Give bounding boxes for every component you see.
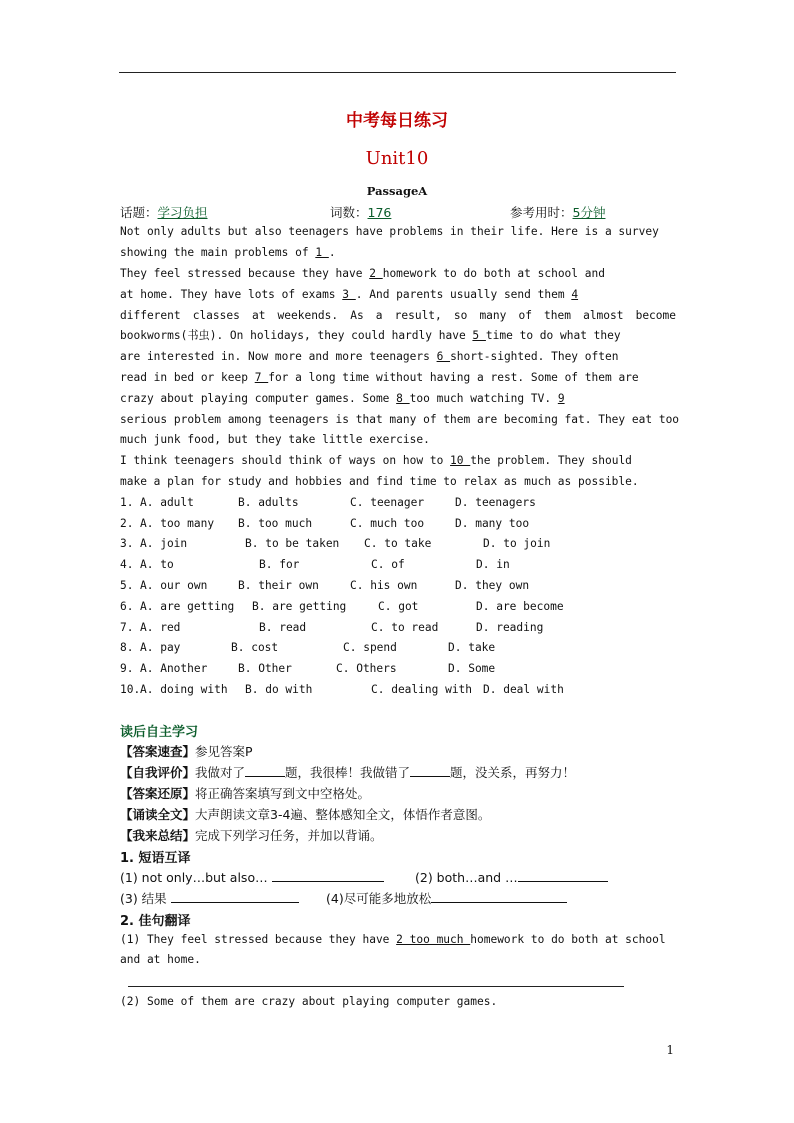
phrase-item: (1) not only…but also…	[120, 869, 384, 885]
phrase-item: (3) 结果	[120, 889, 299, 907]
answer-check-row: 【答案速查】参见答案P	[120, 744, 253, 759]
passage-title: PassageA	[366, 184, 428, 198]
page-number: 1	[666, 1043, 674, 1057]
phrase-section-title: 1. 短语互译	[120, 851, 191, 866]
passage-line: bookworms(书虫). On holidays, they could hardly have 5 time to do what they	[120, 329, 621, 342]
blank-4: 4	[571, 288, 579, 301]
phrase-item: (2) both…and …	[415, 869, 608, 885]
blank-2: 2	[369, 267, 383, 280]
answer-line[interactable]	[171, 890, 299, 903]
passage-line: showing the main problems of 1 .	[120, 246, 336, 259]
blank-7: 7	[254, 371, 269, 384]
blank-10: 10	[450, 454, 471, 467]
page-title: 中考每日练习	[346, 111, 448, 131]
passage-line: crazy about playing computer games. Some 8 too much watching TV. 9	[120, 392, 565, 405]
sentence-item-cont: and at home.	[120, 953, 201, 966]
blank-line[interactable]	[410, 764, 450, 777]
passage-line: much junk food, but they take little exercise.	[120, 433, 430, 446]
blank-8: 8	[396, 392, 410, 405]
blank-6: 6	[436, 350, 451, 363]
self-eval-row: 【自我评价】我做对了 题，我很棒！我做错了 题，没关系，再努力！	[120, 765, 576, 780]
phrase-item: (4)尽可能多地放松	[326, 889, 567, 907]
study-heading: 读后自主学习	[120, 725, 199, 740]
passage-line: serious problem among teenagers is that many of them are becoming fat. They eat too	[120, 413, 680, 426]
answer-line[interactable]	[272, 869, 384, 882]
passage-line: different classes at weekends. As a result, so many of them almost become	[120, 309, 676, 322]
answer-line[interactable]	[518, 869, 608, 882]
blank-1: 1	[315, 246, 329, 259]
summary-row: 【我来总结】完成下列学习任务，并加以背诵。	[120, 828, 383, 843]
passage-line: are interested in. Now more and more teenagers 6 short-sighted. They often	[120, 350, 619, 363]
sentence-item: (1) They feel stressed because they have 2 too much homework to do both at school	[120, 933, 666, 946]
answer-line[interactable]	[431, 890, 567, 903]
passage-line: make a plan for study and hobbies and find time to relax as much as possible.	[120, 475, 639, 488]
blank-5: 5	[472, 329, 486, 342]
passage-line: Not only adults but also teenagers have problems in their life. Here is a survey	[120, 225, 659, 238]
passage-line: I think teenagers should think of ways on how to 10 the problem. They should	[120, 454, 632, 467]
passage-line: They feel stressed because they have 2 homework to do both at school and	[120, 267, 605, 280]
sentence-section-title: 2. 佳句翻译	[120, 914, 191, 929]
passage-line: read in bed or keep 7 for a long time without having a rest. Some of them are	[120, 371, 639, 384]
answer-restore-row: 【答案还原】将正确答案填写到文中空格处。	[120, 786, 371, 801]
recite-row: 【诵读全文】大声朗读文章3-4遍、整体感知全文，体悟作者意图。	[120, 807, 491, 822]
topic-meta: 话题：学习负担	[120, 205, 208, 220]
words-meta: 词数：176	[330, 205, 392, 220]
answer-line[interactable]	[128, 986, 624, 987]
blank-line[interactable]	[245, 764, 285, 777]
passage-line: at home. They have lots of exams 3 . And parents usually send them 4	[120, 288, 579, 301]
time-meta: 参考用时：5分钟	[510, 205, 606, 220]
blank-9: 9	[557, 392, 565, 405]
top-rule	[119, 72, 676, 73]
blank-3: 3	[342, 288, 356, 301]
sentence-item: (2) Some of them are crazy about playing computer games.	[120, 995, 498, 1008]
unit-title: Unit10	[365, 148, 429, 169]
